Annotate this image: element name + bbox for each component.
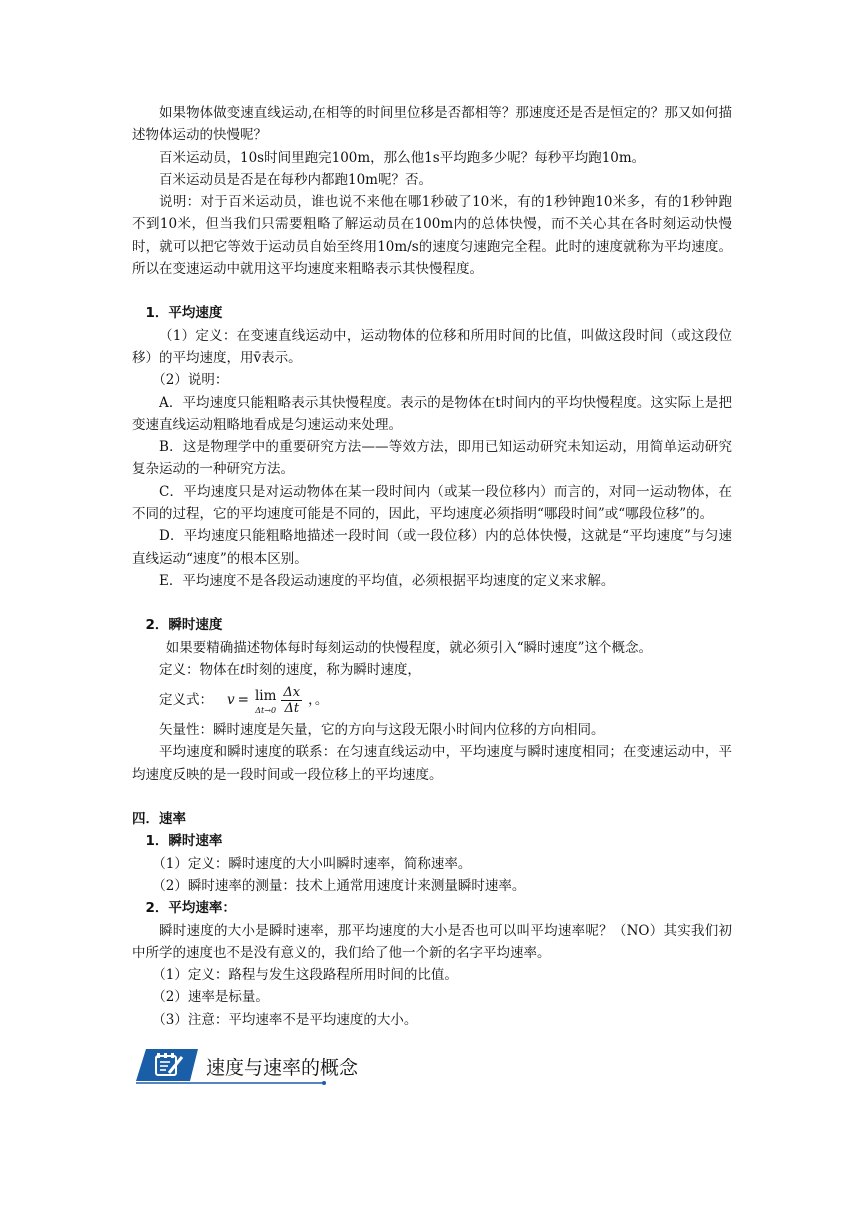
limit-operator: lim Δt→0 [254,687,277,716]
intro-paragraph-3: 百米运动员是否是在每秒内都跑10m呢？否。 [159,171,432,188]
instant-velocity-formula [132,681,732,719]
average-velocity-point-e: E．平均速度不是各段运动速度的平均值，必须根据平均速度的定义来求解。 [159,572,615,589]
average-speed-paragraph: 瞬时速度的大小是瞬时速率，那平均速度的大小是否也可以叫平均速率呢？（NO）其实我们初中所学的速度也不是没有意义的，我们给了他一个新的名字平均速率。 [132,922,732,961]
subheading-average-speed: 2．平均速率： [145,900,236,917]
document-body [132,102,732,1031]
instant-velocity-vector: 矢量性：瞬时速度是矢量，它的方向与这段无限小时间内位移的方向相同。 [159,722,605,739]
intro-paragraph-4: 说明：对于百米运动员，谁也说不来他在哪1秒破了10米，有的1秒钟跑10米多，有的1秒钟跑不到10米，但当我们只需要粗略了解运动员在100m内的总体快慢，而不关心其在各时刻运动快慢时，就可以把它等效于运动员自始至终用10m/s的速度匀速跑完全程。此时的速度就称为平均速度。所以在变速运动中就用这平均速度来粗略表示其快慢程度。 [132,194,732,278]
average-velocity-point-c: C．平均速度只是对运动物体在某一段时间内（或某一段位移内）而言的，对同一运动物体，在不同的过程，它的平均速度可能是不同的，因此，平均速度必须指明“哪段时间”或“哪段位移”的。 [132,483,732,523]
formula-label: 定义式： [159,691,213,708]
average-speed-definition: （1）定义：路程与发生这段路程所用时间的比值。 [152,967,458,984]
intro-paragraph-2: 百米运动员，10s时间里跑完100m，那么他1s平均跑多少呢？每秒平均跑10m。 [159,149,646,166]
average-velocity-definition: （1）定义：在变速直线运动中，运动物体的位移和所用时间的比值，叫做这段时间（或这段位移）的平均速度，用v̄表示。 [132,327,732,366]
banner-title: 速度与速率的概念 [206,1057,359,1079]
average-velocity-point-a: A．平均速度只能粗略表示其快慢程度。表示的是物体在t时间内的平均快慢程度。这实际上是把变速直线运动粗略地看成是匀速运动来处理。 [132,394,732,433]
section-heading-instant-velocity: 2．瞬时速度 [145,617,223,634]
variable-t: t [240,661,246,678]
average-speed-note: （3）注意：平均速率不是平均速度的大小。 [152,1011,418,1028]
instant-velocity-relation: 平均速度和瞬时速度的联系：在匀速直线运动中，平均速度与瞬时速度相同；在变速运动中，平均速度反映的是一段时间或一段位移上的平均速度。 [132,744,732,783]
intro-paragraph-1: 如果物体做变速直线运动,在相等的时间里位移是否都相等？那速度还是否是恒定的？那又如何描述物体运动的快慢呢？ [132,105,732,144]
fraction: $\frac{\Delta x}{\Delta t}$ [283,684,301,716]
instant-velocity-definition: 定义：物体在t时刻的速度，称为瞬时速度， [159,661,421,678]
section-heading-speed: 四．速率 [132,811,186,828]
average-speed-scalar: （2）速率是标量。 [152,989,269,1006]
average-velocity-point-b: B．这是物理学中的重要研究方法——等效方法，即用已知运动研究未知运动，用简单运动研究复杂运动的一种研究方法。 [132,439,732,478]
section-banner [132,1047,432,1087]
subheading-instant-speed: 1．瞬时速率 [145,833,223,850]
average-velocity-point-d: D．平均速度只能粗略地描述一段时间（或一段位移）内的总体快慢，这就是“平均速度”与匀速直线运动“速度”的根本区别。 [132,528,732,567]
instant-speed-definition: （1）定义：瞬时速度的大小叫瞬时速率，简称速率。 [152,855,472,872]
average-velocity-explain: （2）说明： [152,372,229,389]
instant-speed-measure: （2）瞬时速率的测量：技术上通常用速度计来测量瞬时速率。 [152,877,526,894]
instant-velocity-intro: 如果要精确描述物体每时每刻运动的快慢程度，就必须引入“瞬时速度”这个概念。 [165,639,653,656]
section-heading-average-velocity: 1．平均速度 [145,305,223,322]
formula-math: v = lim Δt→0 $\frac{\Delta x}{\Delta t}$ ，。 [227,684,329,716]
